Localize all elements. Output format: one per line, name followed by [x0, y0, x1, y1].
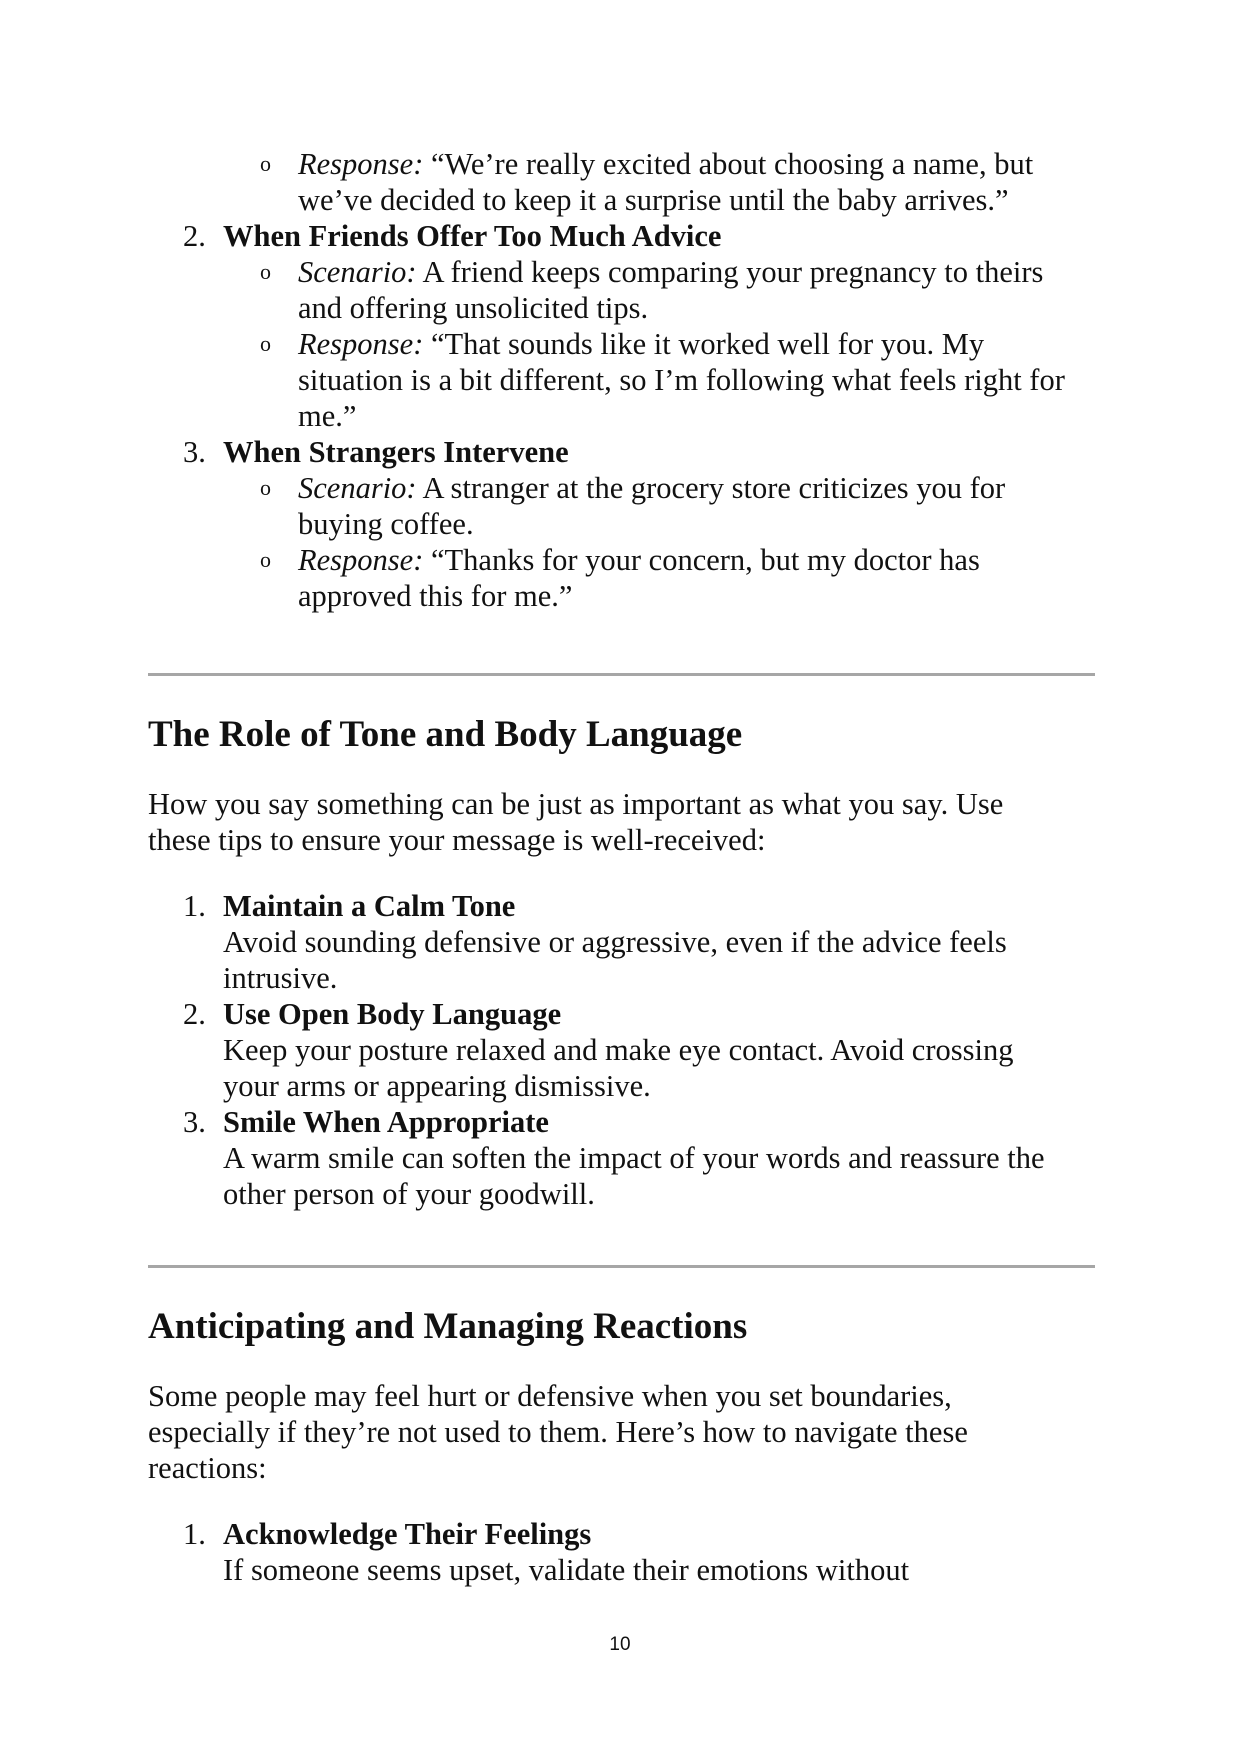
list-item-line: Scenario: A stranger at the grocery store criticizes you for: [298, 471, 1006, 505]
list-item-line: your arms or appearing dismissive.: [223, 1069, 651, 1103]
list-item-line: and offering unsolicited tips.: [298, 291, 649, 325]
list-item-line: we’ve decided to keep it a surprise until the baby arrives.”: [298, 183, 1009, 217]
list-item-line: situation is a bit different, so I’m following what feels right for: [298, 363, 1065, 397]
paragraph-line: especially if they’re not used to them. Here’s how to navigate these: [148, 1415, 968, 1449]
section-divider: [148, 1265, 1095, 1268]
list-item-line: Response: “We’re really excited about choosing a name, but: [298, 147, 1034, 181]
list-bullet: o: [260, 547, 271, 572]
list-item-line: Response: “That sounds like it worked well for you. My: [298, 327, 985, 361]
section-divider: [148, 673, 1095, 676]
paragraph-line: How you say something can be just as important as what you say. Use: [148, 787, 1004, 821]
list-bullet: o: [260, 259, 271, 284]
list-item-title: Acknowledge Their Feelings: [223, 1517, 592, 1551]
page-number: 10: [609, 1634, 631, 1655]
list-item-line: Response: “Thanks for your concern, but my doctor has: [298, 543, 980, 577]
list-item-title: Use Open Body Language: [223, 997, 562, 1031]
list-item-line: me.”: [298, 399, 357, 433]
list-item-line: A warm smile can soften the impact of your words and reassure the: [223, 1141, 1045, 1175]
list-item-title: Smile When Appropriate: [223, 1105, 549, 1139]
list-item-line: other person of your goodwill.: [223, 1177, 595, 1211]
list-item-line: Avoid sounding defensive or aggressive, even if the advice feels: [223, 925, 1007, 959]
list-item-line: Keep your posture relaxed and make eye contact. Avoid crossing: [223, 1033, 1014, 1067]
list-number: 1.: [183, 889, 206, 923]
list-item-line: buying coffee.: [298, 507, 474, 541]
list-number: 2.: [183, 997, 206, 1031]
paragraph-line: reactions:: [148, 1451, 267, 1485]
list-item-line: intrusive.: [223, 961, 338, 995]
list-number: 3.: [183, 435, 206, 469]
list-bullet: o: [260, 475, 271, 500]
list-number: 2.: [183, 219, 206, 253]
list-item-title: When Friends Offer Too Much Advice: [223, 219, 722, 253]
list-number: 3.: [183, 1105, 206, 1139]
section-heading: The Role of Tone and Body Language: [148, 714, 743, 755]
list-item-line: If someone seems upset, validate their emotions without: [223, 1553, 910, 1587]
list-item-title: When Strangers Intervene: [223, 435, 569, 469]
section-heading: Anticipating and Managing Reactions: [148, 1306, 748, 1347]
list-number: 1.: [183, 1517, 206, 1551]
list-bullet: o: [260, 331, 271, 356]
paragraph-line: these tips to ensure your message is well-received:: [148, 823, 766, 857]
list-item-title: Maintain a Calm Tone: [223, 889, 516, 923]
list-item-line: Scenario: A friend keeps comparing your pregnancy to theirs: [298, 255, 1044, 289]
list-bullet: o: [260, 151, 271, 176]
paragraph-line: Some people may feel hurt or defensive when you set boundaries,: [148, 1379, 952, 1413]
list-item-line: approved this for me.”: [298, 579, 573, 613]
